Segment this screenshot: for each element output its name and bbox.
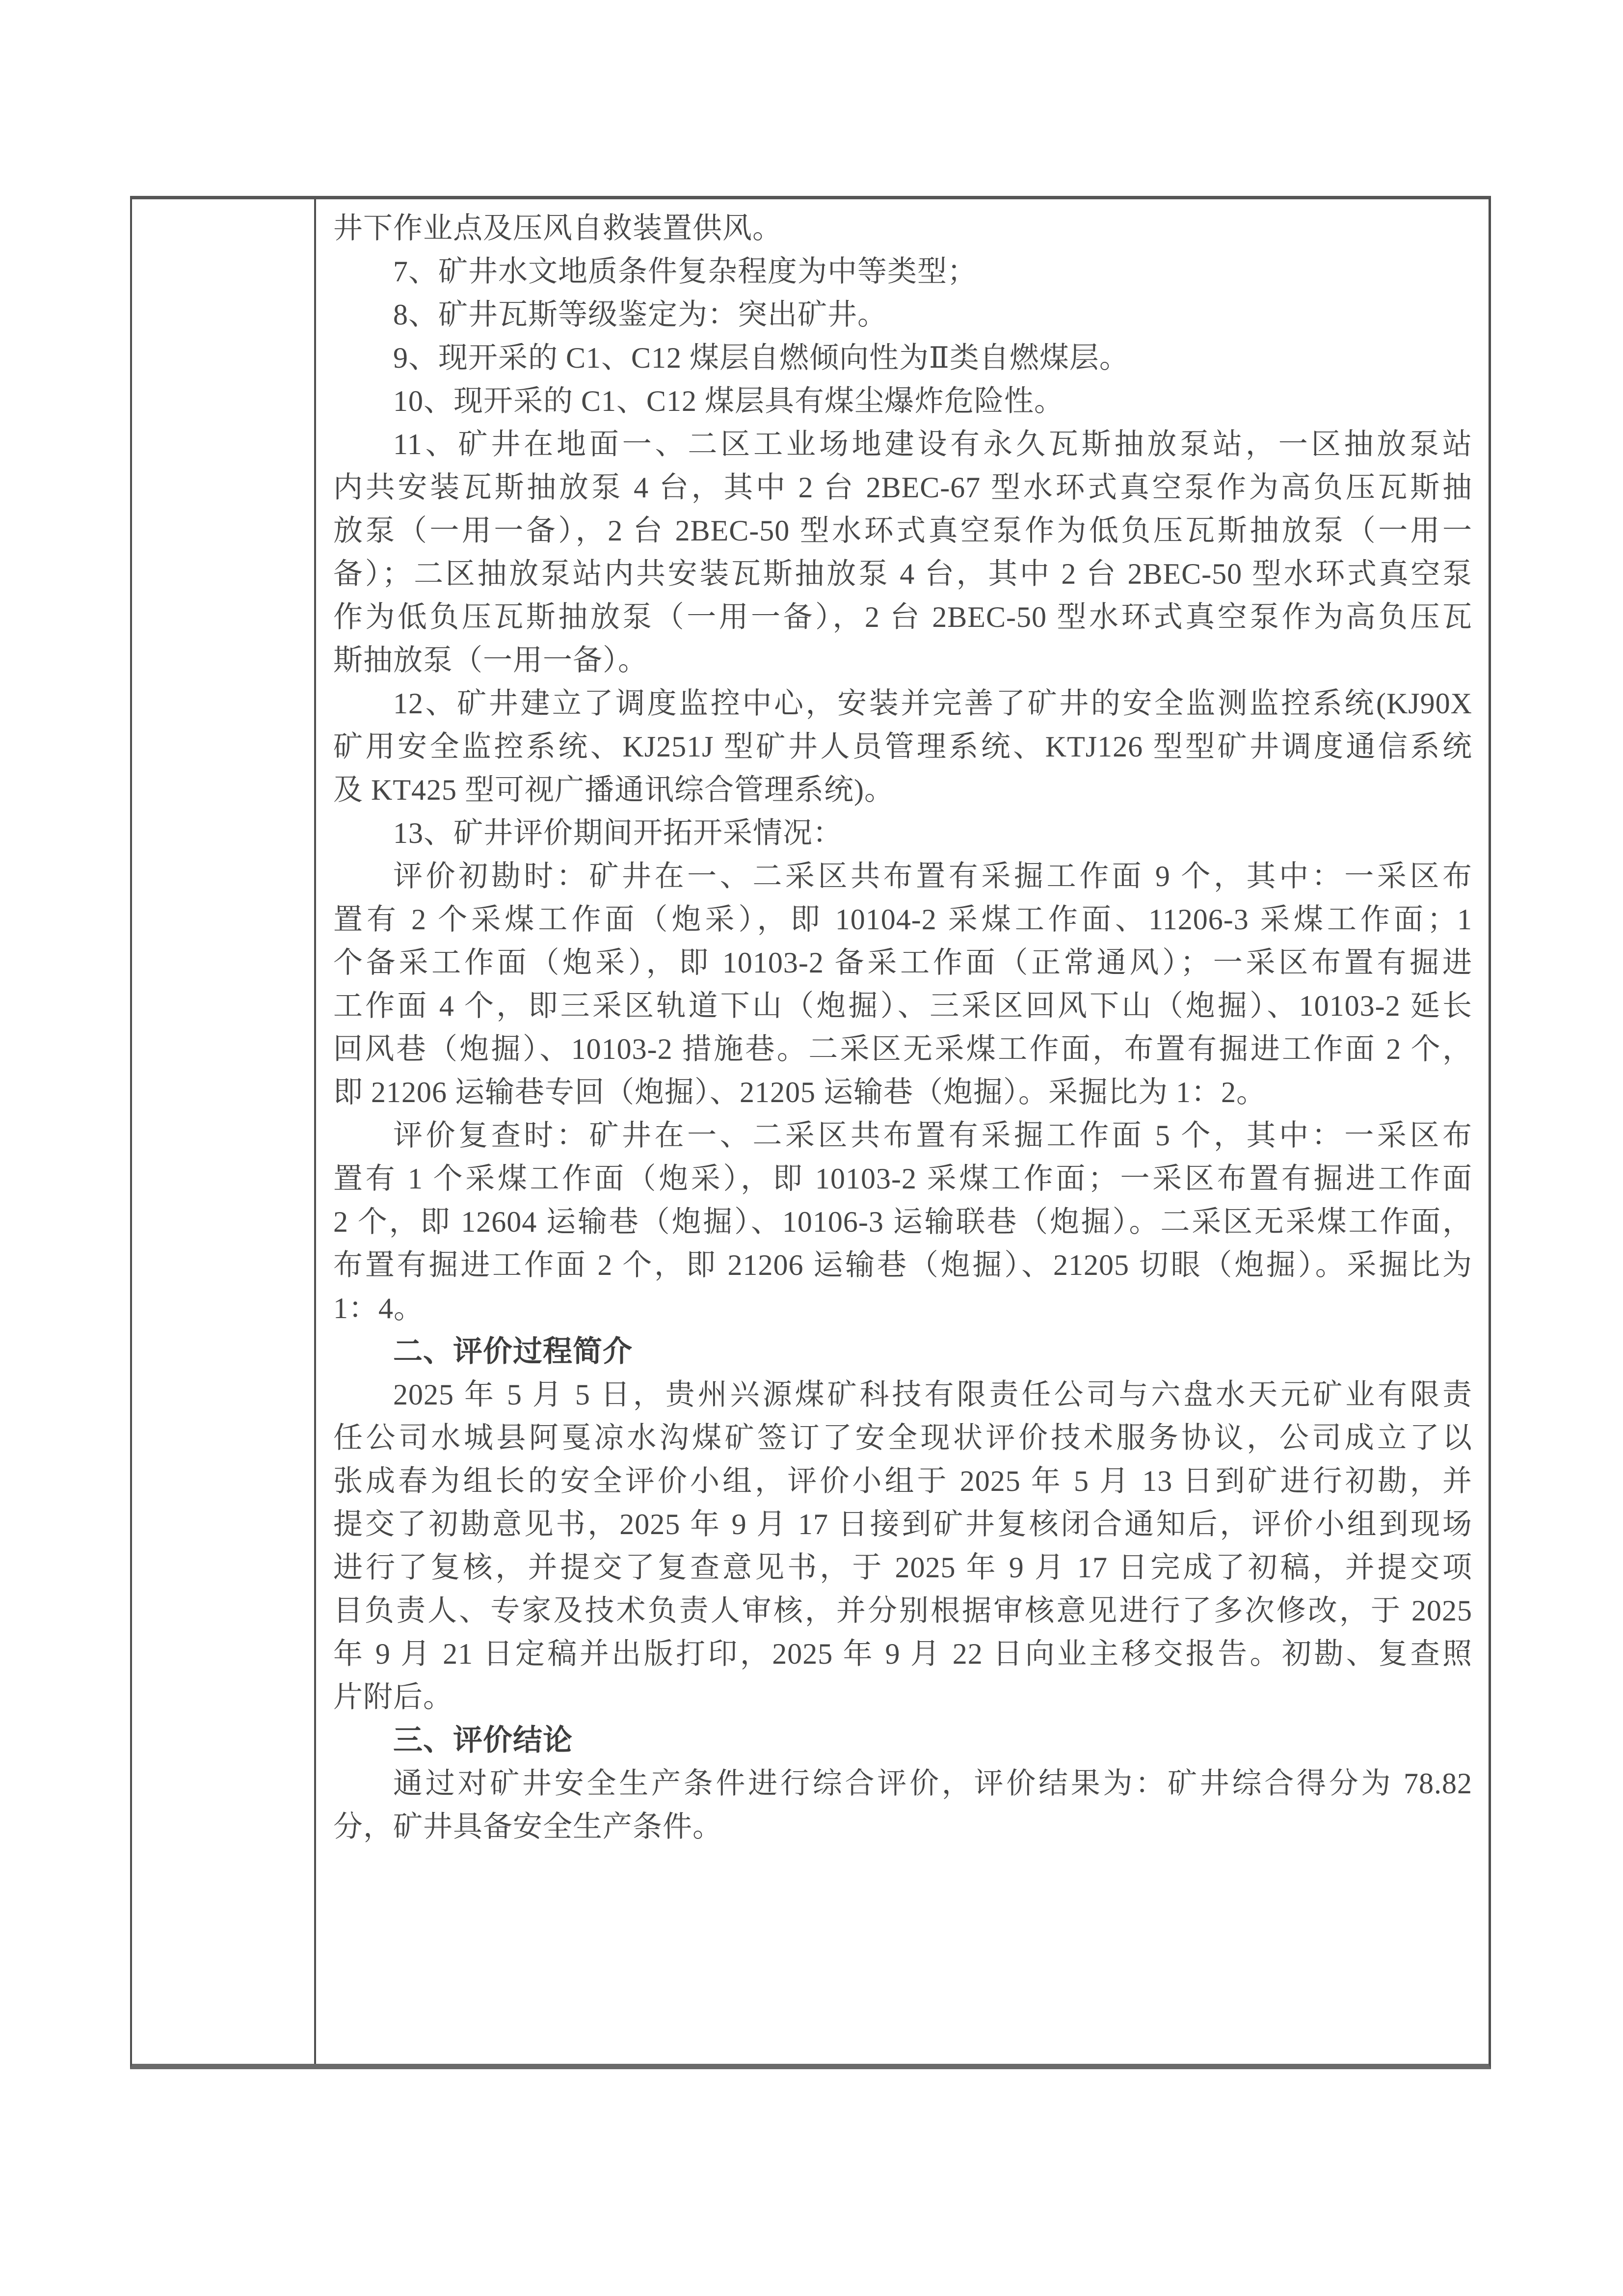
text-line: 年 9 月 21 日定稿并出版打印，2025 年 9 月 22 日向业主移交报告。初勘、复查照 — [333, 1638, 1472, 1670]
report-table — [130, 196, 1491, 2069]
text-line: 11、矿井在地面一、二区工业场地建设有永久瓦斯抽放泵站，一区抽放泵站 — [393, 428, 1472, 460]
text-line: 9、现开采的 C1、C12 煤层自燃倾向性为Ⅱ类自燃煤层。 — [393, 342, 1129, 374]
text-line: 提交了初勘意见书，2025 年 9 月 17 日接到矿井复核闭合通知后，评价小组到现场 — [333, 1508, 1472, 1540]
text-line: 任公司水城县阿戛凉水沟煤矿签订了安全现状评价技术服务协议，公司成立了以 — [333, 1422, 1472, 1454]
text-line: 通过对矿井安全生产条件进行综合评价，评价结果为：矿井综合得分为 78.82 — [393, 1767, 1472, 1800]
text-line: 作为低负压瓦斯抽放泵（一用一备），2 台 2BEC-50 型水环式真空泵作为高负压瓦 — [333, 601, 1472, 633]
text-line: 矿用安全监控系统、KJ251J 型矿井人员管理系统、KTJ126 型型矿井调度通信系统 — [333, 730, 1472, 763]
text-line: 评价初勘时：矿井在一、二采区共布置有采掘工作面 9 个，其中：一采区布 — [393, 860, 1472, 892]
text-line: 回风巷（炮掘）、10103-2 措施巷。二采区无采煤工作面，布置有掘进工作面 2 个， — [333, 1033, 1472, 1065]
text-line: 工作面 4 个，即三采区轨道下山（炮掘）、三采区回风下山（炮掘）、10103-2 延长 — [333, 990, 1472, 1022]
text-line: 7、矿井水文地质条件复杂程度为中等类型； — [393, 255, 977, 288]
content-lines — [316, 199, 1489, 2064]
text-line: 10、现开采的 C1、C12 煤层具有煤尘爆炸危险性。 — [393, 385, 1064, 417]
text-line: 斯抽放泵（一用一备）。 — [333, 644, 648, 676]
text-line: 片附后。 — [333, 1681, 453, 1713]
text-line: 13、矿井评价期间开拓开采情况： — [393, 817, 843, 849]
text-line: 置有 1 个采煤工作面（炮采），即 10103-2 采煤工作面；一采区布置有掘进工作面 — [333, 1162, 1472, 1195]
text-line: 2 个，即 12604 运输巷（炮掘）、10106-3 运输联巷（炮掘）。二采区无采煤工作面， — [333, 1206, 1472, 1238]
text-line: 即 21206 运输巷专回（炮掘）、21205 运输巷（炮掘）。采掘比为 1：2。 — [333, 1076, 1266, 1108]
text-line: 张成春为组长的安全评价小组，评价小组于 2025 年 5 月 13 日到矿进行初勘，并 — [333, 1465, 1472, 1497]
text-line: 及 KT425 型可视广播通讯综合管理系统)。 — [333, 774, 894, 806]
text-line: 目负责人、专家及技术负责人审核，并分别根据审核意见进行了多次修改，于 2025 — [333, 1594, 1472, 1627]
text-line: 置有 2 个采煤工作面（炮采），即 10104-2 采煤工作面、11206-3 采煤工作面；1 — [333, 903, 1472, 936]
text-line: 备）；二区抽放泵站内共安装瓦斯抽放泵 4 台，其中 2 台 2BEC-50 型水环式真空泵 — [333, 558, 1472, 590]
text-line: 井下作业点及压风自救装置供风。 — [333, 212, 782, 244]
section-heading-line: 二、评价过程简介 — [393, 1335, 633, 1368]
text-line: 进行了复核，并提交了复查意见书，于 2025 年 9 月 17 日完成了初稿，并提交项 — [333, 1551, 1472, 1584]
text-line: 8、矿井瓦斯等级鉴定为：突出矿井。 — [393, 298, 887, 331]
text-line: 2025 年 5 月 5 日，贵州兴源煤矿科技有限责任公司与六盘水天元矿业有限责 — [393, 1378, 1472, 1411]
text-line: 布置有掘进工作面 2 个，即 21206 运输巷（炮掘）、21205 切眼（炮掘）。采掘比为 — [333, 1249, 1472, 1281]
section-heading-line: 三、评价结论 — [393, 1724, 573, 1756]
text-line: 内共安装瓦斯抽放泵 4 台，其中 2 台 2BEC-67 型水环式真空泵作为高负压瓦斯抽 — [333, 471, 1472, 504]
text-line: 分，矿井具备安全生产条件。 — [333, 1810, 722, 1843]
text-line: 个备采工作面（炮采），即 10103-2 备采工作面（正常通风）；一采区布置有掘进 — [333, 946, 1472, 979]
text-line: 评价复查时：矿井在一、二采区共布置有采掘工作面 5 个，其中：一采区布 — [393, 1119, 1472, 1152]
text-line: 1：4。 — [333, 1292, 424, 1324]
table-left-header-cell — [132, 199, 316, 2064]
text-line: 放泵（一用一备），2 台 2BEC-50 型水环式真空泵作为低负压瓦斯抽放泵（一用一 — [333, 514, 1472, 547]
text-line: 12、矿井建立了调度监控中心，安装并完善了矿井的安全监测监控系统(KJ90X — [393, 687, 1472, 720]
